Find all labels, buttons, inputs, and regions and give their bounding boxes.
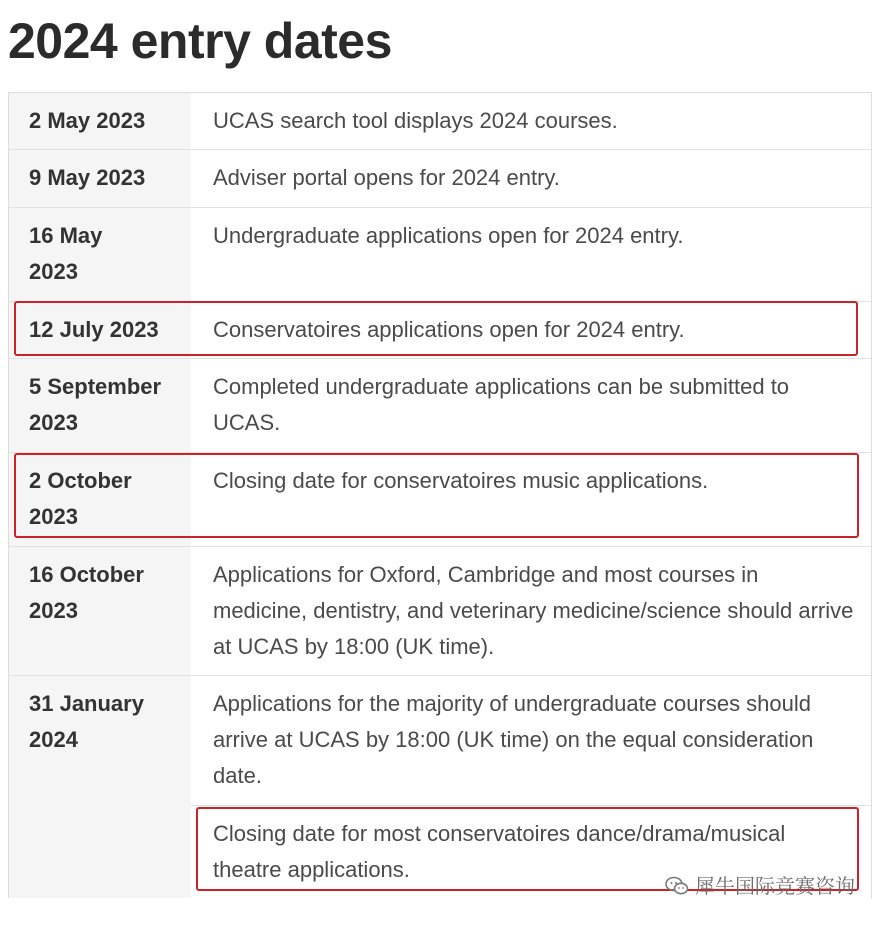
date-cell: 31 January 2024 xyxy=(9,676,191,898)
wechat-icon xyxy=(665,876,689,896)
date-cell: 16 October 2023 xyxy=(9,547,191,675)
description-text: Applications for the majority of undergraduate courses should arrive at UCAS by 18:00 (UK time) on the equal consideration date. xyxy=(213,691,814,788)
table-row xyxy=(9,93,871,150)
page-title: 2024 entry dates xyxy=(8,13,392,69)
description-cell: UCAS search tool displays 2024 courses. xyxy=(191,93,871,149)
description-cell: Completed undergraduate applications can be submitted to UCAS. xyxy=(191,359,871,452)
date-cell: 9 May 2023 xyxy=(9,150,191,207)
table-row xyxy=(9,302,871,359)
watermark-text: 犀牛国际竞赛咨询 xyxy=(695,874,855,898)
description-cell: Undergraduate applications open for 2024 entry. xyxy=(191,208,871,301)
date-cell: 2 October 2023 xyxy=(9,453,191,546)
table-row xyxy=(9,676,871,898)
table-row xyxy=(9,453,871,547)
date-cell: 2 May 2023 xyxy=(9,93,191,149)
description-text: Closing date for most conservatoires dance/drama/musical theatre applications. xyxy=(191,805,871,898)
table-row xyxy=(9,150,871,208)
date-cell: 5 September 2023 xyxy=(9,359,191,452)
table-row xyxy=(9,208,871,302)
watermark xyxy=(665,872,855,900)
table-row xyxy=(9,547,871,676)
date-cell: 12 July 2023 xyxy=(9,302,191,358)
description-cell: Applications for Oxford, Cambridge and most courses in medicine, dentistry, and veterinary medicine/science should arrive at UCAS by 18:00 (UK time). xyxy=(191,547,871,675)
date-cell: 16 May 2023 xyxy=(9,208,191,301)
entry-dates-table xyxy=(8,92,872,898)
description-cell: Conservatoires applications open for 2024 entry. xyxy=(191,302,871,358)
description-cell: Adviser portal opens for 2024 entry. xyxy=(191,150,871,207)
table-row xyxy=(9,359,871,453)
description-cell xyxy=(191,676,871,898)
description-cell: Closing date for conservatoires music applications. xyxy=(191,453,871,546)
